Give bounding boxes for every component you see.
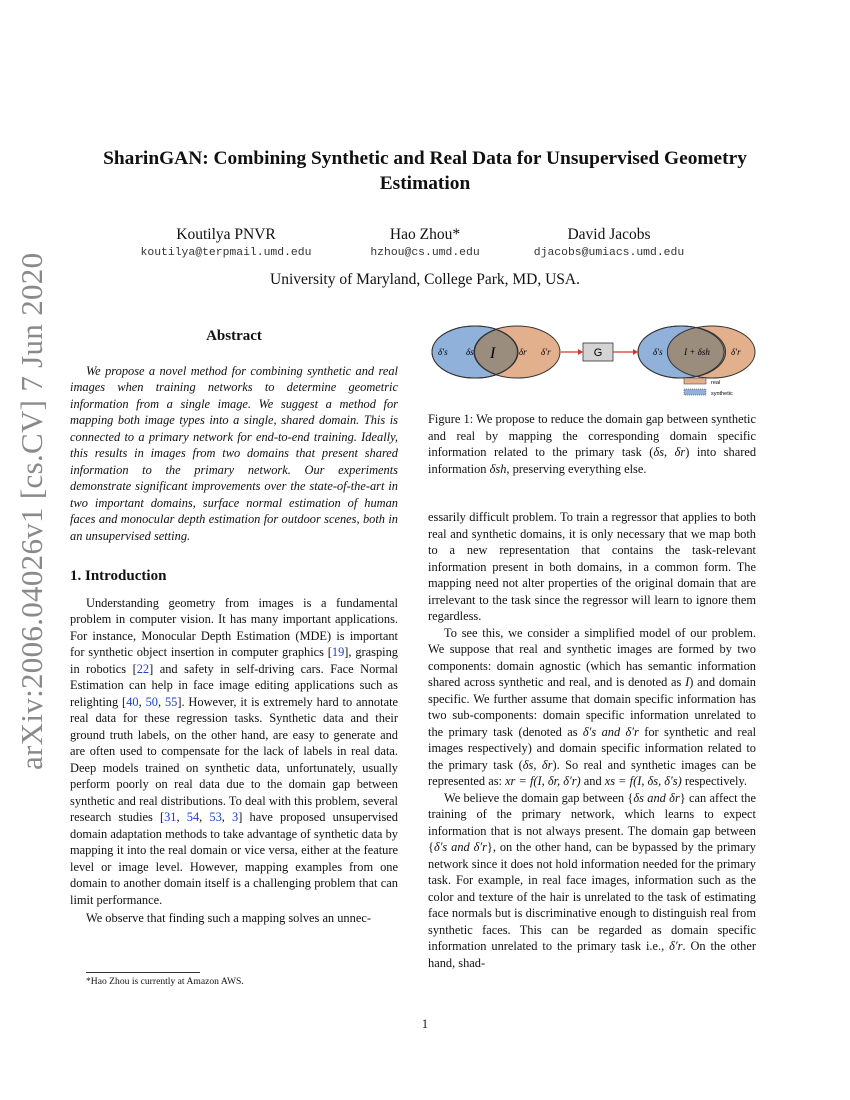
footnote: *Hao Zhou is currently at Amazon AWS. bbox=[86, 976, 244, 987]
author-block bbox=[509, 225, 709, 261]
intro-paragraph-2-continued: essarily difficult problem. To train a regressor that applies to both real and synthetic domains, it is only necessary that we map both to a new representation that contains the task-relevant information present in both domains, in a common form. The mapping need not alter properties of the original domain that are irrelevant to the task since the regressor will learn to ignore them regardless. bbox=[428, 510, 756, 623]
legend-synthetic-swatch bbox=[684, 389, 706, 395]
affiliation: University of Maryland, College Park, MD, USA. bbox=[270, 271, 580, 288]
fig-out-label-center: I + δsh bbox=[684, 347, 710, 357]
fig-label-ds-prime: δ′s bbox=[438, 347, 448, 357]
fig-label-I: I bbox=[490, 345, 496, 362]
author-email: koutilya@terpmail.umd.edu bbox=[140, 247, 312, 259]
citation-link[interactable]: 3 bbox=[232, 810, 239, 824]
citation-link[interactable]: 40 bbox=[126, 694, 139, 709]
fig-label-ds: δs bbox=[466, 347, 474, 357]
fig-label-dr: δr bbox=[519, 347, 527, 357]
left-column bbox=[70, 328, 398, 927]
author-block bbox=[325, 225, 525, 261]
author-name: Koutilya PNVR bbox=[176, 226, 276, 243]
figure-1-caption: Figure 1: We propose to reduce the domain gap between synthetic and real by mapping the corresponding domain specific information related to the primary task (δs, δr) into shared information δsh, preserving everything else. bbox=[428, 412, 757, 476]
author-block bbox=[126, 225, 326, 261]
legend-real-swatch bbox=[684, 378, 706, 384]
citation-link[interactable]: 53 bbox=[209, 810, 222, 824]
fig-out-label-ds-prime: δ′s bbox=[653, 347, 663, 357]
fig-out-label-dr-prime: δ′r bbox=[731, 347, 741, 357]
arrow-head bbox=[633, 349, 638, 355]
author-email: djacobs@umiacs.umd.edu bbox=[533, 247, 685, 259]
citation-link[interactable]: 19 bbox=[331, 645, 345, 659]
legend-synthetic-label: synthetic bbox=[711, 391, 733, 397]
citation-link[interactable]: 22 bbox=[136, 661, 150, 676]
citation-link[interactable]: 55 bbox=[164, 694, 178, 709]
intro-paragraph-1: Understanding geometry from images is a fundamental problem in computer vision. It has many important applications. For instance, Monocular Depth Estimation (MDE) is important for synthetic object insertion in computer graphics [19], grasping in robotics [22] and safety in self-driving cars. Face Normal Estimation can help in face image editing applications such as relighting [40, 50, 55]. However, it is extremely hard to annotate real data for these regression tasks. Synthetic data and their ground truth labels, on the other hand, are easy to generate and are often used to compensate for the lack of labels in real data. Deep models trained on synthetic data, unfortunately, usually perform poorly on real data due to the domain gap between synthetic and real distributions. To deal with this problem, several research studies [31, 54, 53, 3] have proposed unsupervised domain adaptation methods to take advantage of synthetic data by mapping it into the real domain or vice versa, either at the feature level or image level. However, mapping examples from one domain to another domain itself is a challenging problem that can limit performance. bbox=[70, 595, 399, 907]
arrow-head bbox=[578, 349, 583, 355]
fig-label-dr-prime: δ′r bbox=[541, 347, 551, 357]
abstract-text: We propose a novel method for combining synthetic and real images when training networks to determine geometric information from a single image. We suggest a method for mapping both image types into a single, shared domain. This is connected to a primary network for end-to-end training. Ideally, this results in images from two domains that present shared information to the primary network. Our experiments demonstrate significant improvements over the state-of-the-art in two important domains, surface normal estimation of human faces and monocular depth estimation for outdoor scenes, both in an unsupervised setting. bbox=[70, 363, 398, 543]
author-email: hzhou@cs.umd.edu bbox=[370, 247, 480, 259]
arxiv-identifier: arXiv:2006.04026v1 [cs.CV] 7 Jun 2020 bbox=[14, 252, 49, 770]
generator-label: G bbox=[593, 347, 603, 359]
paper-title: SharinGAN: Combining Synthetic and Real Data for Unsupervised Geometry Estimation bbox=[103, 148, 747, 194]
page-number: 1 bbox=[421, 1017, 429, 1031]
author-name: David Jacobs bbox=[567, 226, 651, 243]
intro-paragraph-2-start: We observe that finding such a mapping solves an unnec- bbox=[86, 911, 371, 925]
author-name: Hao Zhou* bbox=[389, 226, 461, 243]
citation-link[interactable]: 31 bbox=[164, 810, 177, 824]
introduction-heading: 1. Introduction bbox=[70, 568, 167, 584]
figure-1-diagram bbox=[428, 322, 758, 400]
abstract-heading: Abstract bbox=[206, 328, 262, 344]
citation-link[interactable]: 50 bbox=[145, 694, 158, 709]
citation-link[interactable]: 54 bbox=[186, 810, 200, 824]
right-column bbox=[428, 509, 756, 971]
legend-real-label: real bbox=[711, 380, 721, 386]
intro-paragraph-3: To see this, we consider a simplified model of our problem. We suppose that real and synthetic images are formed by two components: domain agnostic (which has semantic information shared across synthetic and real, and is denoted as I) and domain specific. We further assume that domain specific information has two sub-components: domain specific information unrelated to the primary task (denoted as δ′s and δ′r for synthetic and real images respectively) and domain specific information related to the primary task (δs, δr). So real and synthetic images can be represented as: xr = f(I, δr, δ′r) and xs = f(I, δs, δ′s) respectively. bbox=[428, 625, 757, 788]
intro-paragraph-4: We believe the domain gap between {δs and δr} can affect the training of the primary network, which learns to expect information that is not always present. The domain gap between {δ′s and δ′r}, on the other hand, can be bypassed by the primary network since it does not hold information needed for the primary task. For example, in real face images, information such as the color and texture of the hair is unrelated to the task of estimating face normals but is discriminative enough to distinguish real from synthetic faces. This can be regarded as domain specific information unrelated to the primary task i.e., δ′r. On the other hand, shad- bbox=[428, 790, 756, 970]
footnote-rule bbox=[86, 972, 200, 973]
